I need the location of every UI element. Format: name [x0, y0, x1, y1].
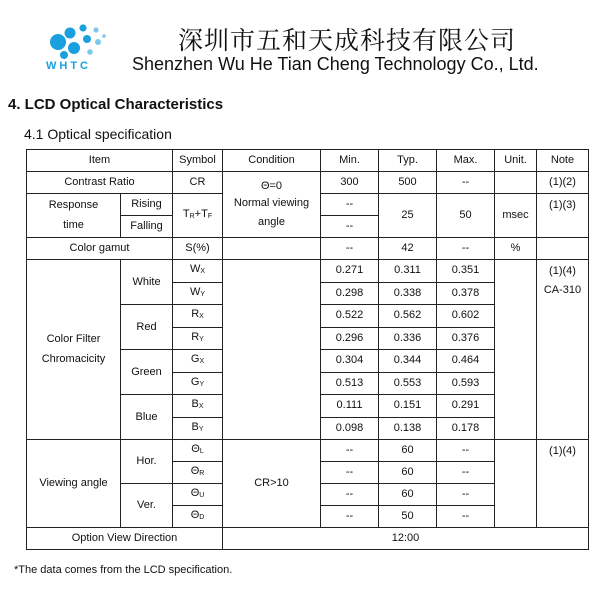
group-blue: Blue [121, 395, 173, 440]
symbol-letter: Θ [190, 509, 200, 521]
symbol-letter: G [190, 353, 200, 366]
value-typ: 0.138 [379, 417, 437, 440]
symbol-cell [173, 395, 223, 418]
option-item: Option View Direction [27, 528, 223, 550]
value-max: -- [437, 506, 495, 528]
viewing-item: Viewing angle [27, 440, 121, 528]
value-typ: 60 [379, 440, 437, 462]
value-max: -- [437, 484, 495, 506]
symbol-sub: U [199, 492, 205, 499]
contrast-item: Contrast Ratio [27, 172, 173, 194]
header-symbol: Symbol [173, 150, 223, 172]
symbol-cell [173, 260, 223, 283]
condition-normal-viewing: Normal viewing [233, 197, 310, 209]
contrast-min: 300 [321, 172, 379, 194]
value-typ: 0.151 [379, 395, 437, 418]
table-row-gamut [27, 238, 589, 260]
symbol-letter: W [189, 263, 201, 276]
header-unit: Unit. [495, 150, 537, 172]
value-min: -- [321, 462, 379, 484]
gamut-min: -- [321, 238, 379, 260]
chromaticity-note-ref: (1)(4) [549, 265, 576, 277]
company-name-chinese: 深圳市五和天成科技有限公司 [178, 26, 517, 55]
symbol-cell [173, 440, 223, 462]
value-typ: 50 [379, 506, 437, 528]
value-typ: 0.311 [379, 260, 437, 283]
viewing-unit [495, 440, 537, 528]
value-min: 0.098 [321, 417, 379, 440]
table-row [27, 260, 589, 283]
symbol-letter: R [191, 308, 200, 321]
symbol-cell [173, 484, 223, 506]
symbol-sub: X [199, 358, 205, 366]
value-min: 0.296 [321, 327, 379, 350]
header-condition: Condition [223, 150, 321, 172]
value-typ: 0.338 [379, 282, 437, 305]
option-value: 12:00 [223, 528, 589, 550]
symbol-sub: D [199, 514, 205, 521]
value-min: -- [321, 440, 379, 462]
gamut-typ: 42 [379, 238, 437, 260]
symbol-letter: B [191, 420, 199, 433]
symbol-cell [173, 350, 223, 373]
header-max: Max. [437, 150, 495, 172]
symbol-sub: X [198, 403, 204, 411]
symbol-sub: Y [200, 290, 206, 298]
response-note: (1)(3) [537, 194, 589, 238]
viewing-ver: Ver. [121, 484, 173, 528]
response-typ: 25 [379, 194, 437, 238]
chromaticity-label: Chromacicity [41, 353, 106, 365]
value-typ: 60 [379, 462, 437, 484]
value-max: 0.378 [437, 282, 495, 305]
gamut-note [537, 238, 589, 260]
symbol-r-sub: R [189, 213, 195, 220]
value-min: 0.304 [321, 350, 379, 373]
response-unit: msec [495, 194, 537, 238]
table-row-option [27, 528, 589, 550]
gamut-max: -- [437, 238, 495, 260]
section-subtitle: 4.1 Optical specification [24, 126, 172, 142]
header-note: Note [537, 150, 589, 172]
symbol-sub: X [200, 268, 206, 276]
response-time-label: time [63, 219, 84, 231]
viewing-condition: CR>10 [223, 440, 321, 528]
symbol-cell [173, 506, 223, 528]
symbol-letter: W [189, 285, 201, 298]
response-min-falling: -- [321, 216, 379, 238]
normal-condition-cell [223, 172, 321, 238]
response-rising: Rising [121, 194, 173, 216]
symbol-letter: B [191, 398, 199, 411]
value-typ: 0.344 [379, 350, 437, 373]
symbol-letter: Θ [190, 487, 200, 499]
value-max: -- [437, 462, 495, 484]
symbol-sub: R [199, 470, 205, 477]
logo-text: WHTC [46, 60, 91, 72]
optical-spec-table [26, 149, 589, 550]
viewing-hor: Hor. [121, 440, 173, 484]
group-green: Green [121, 350, 173, 395]
symbol-sub: Y [198, 425, 204, 433]
contrast-typ: 500 [379, 172, 437, 194]
chromaticity-unit [495, 260, 537, 440]
chromaticity-note [537, 260, 589, 440]
value-max: 0.593 [437, 372, 495, 395]
header-min: Min. [321, 150, 379, 172]
symbol-cell [173, 305, 223, 328]
value-min: 0.522 [321, 305, 379, 328]
value-max: -- [437, 440, 495, 462]
gamut-item: Color gamut [27, 238, 173, 260]
header-item: Item [27, 150, 173, 172]
value-max: 0.464 [437, 350, 495, 373]
response-max: 50 [437, 194, 495, 238]
value-max: 0.351 [437, 260, 495, 283]
symbol-letter: G [190, 375, 200, 388]
symbol-letter: Θ [190, 465, 200, 477]
contrast-unit [495, 172, 537, 194]
gamut-condition [223, 238, 321, 260]
symbol-sub: Y [199, 335, 204, 343]
value-max: 0.602 [437, 305, 495, 328]
symbol-cell [173, 327, 223, 350]
condition-angle: angle [258, 216, 285, 228]
value-typ: 60 [379, 484, 437, 506]
gamut-symbol: S(%) [173, 238, 223, 260]
symbol-plus-t: +T [194, 208, 208, 220]
contrast-note: (1)(2) [537, 172, 589, 194]
header-typ: Typ. [379, 150, 437, 172]
table-header-row [27, 150, 589, 172]
gamut-unit: % [495, 238, 537, 260]
response-min-rising: -- [321, 194, 379, 216]
symbol-f-sub: F [207, 213, 213, 220]
value-min: 0.298 [321, 282, 379, 305]
table-row [27, 440, 589, 462]
response-symbol [173, 194, 223, 238]
chromaticity-condition [223, 260, 321, 440]
value-min: -- [321, 506, 379, 528]
response-item [27, 194, 121, 238]
value-typ: 0.562 [379, 305, 437, 328]
symbol-letter: Θ [191, 443, 200, 455]
value-min: 0.271 [321, 260, 379, 283]
value-typ: 0.553 [379, 372, 437, 395]
symbol-cell [173, 462, 223, 484]
symbol-letter: R [191, 330, 200, 343]
value-min: -- [321, 484, 379, 506]
response-falling: Falling [121, 216, 173, 238]
symbol-cell [173, 417, 223, 440]
value-min: 0.513 [321, 372, 379, 395]
condition-theta: Θ=0 [260, 180, 283, 192]
value-min: 0.111 [321, 395, 379, 418]
chromaticity-note-instrument: CA-310 [543, 284, 582, 296]
symbol-sub: L [199, 448, 204, 455]
symbol-t-r: T [182, 208, 190, 220]
company-name-english: Shenzhen Wu He Tian Cheng Technology Co., Ltd. [132, 54, 539, 74]
value-typ: 0.336 [379, 327, 437, 350]
table-row-contrast [27, 172, 589, 194]
contrast-symbol: CR [173, 172, 223, 194]
color-filter-label: Color Filter [46, 333, 101, 345]
value-max: 0.178 [437, 417, 495, 440]
footnote: *The data comes from the LCD specification. [14, 564, 233, 576]
response-label: Response [48, 199, 99, 211]
group-white: White [121, 260, 173, 305]
symbol-sub: Y [199, 380, 205, 388]
group-red: Red [121, 305, 173, 350]
chromaticity-item [27, 260, 121, 440]
section-title: 4. LCD Optical Characteristics [8, 96, 224, 113]
viewing-note: (1)(4) [537, 440, 589, 528]
value-max: 0.291 [437, 395, 495, 418]
value-max: 0.376 [437, 327, 495, 350]
symbol-sub: X [199, 313, 204, 321]
symbol-cell [173, 282, 223, 305]
symbol-cell [173, 372, 223, 395]
contrast-max: -- [437, 172, 495, 194]
